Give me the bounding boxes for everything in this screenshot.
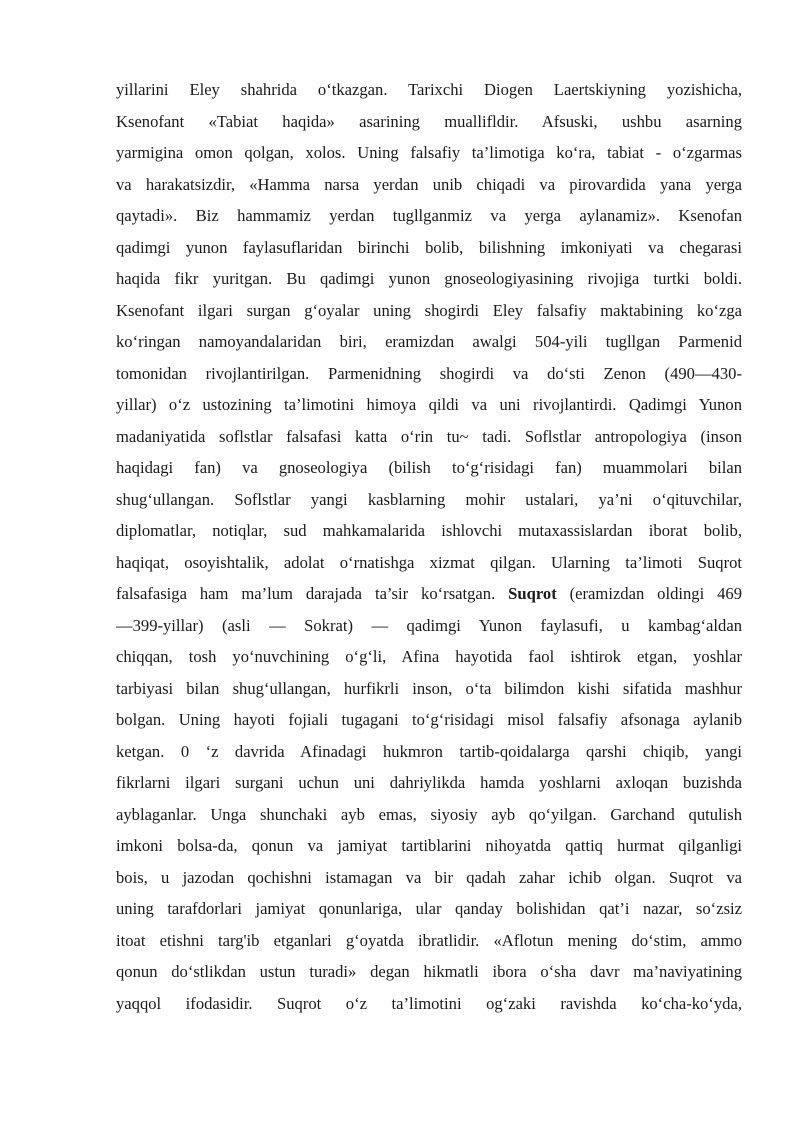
- text-line: Ksenofant «Tabiat haqida» asarining muallifldir. Afsuski, ushbu asarning: [116, 111, 742, 131]
- text-line: bolgan. Uning hayoti fojiali tugagani to‘g‘risidagi misol falsafiy afsonaga aylanib: [116, 710, 742, 729]
- text-line: yarmigina omon qolgan, xolos. Uning falsafiy ta’limotiga ko‘ra, tabiat - o‘zgarmas: [116, 143, 742, 162]
- text-line: yillar) o‘z ustozining ta’limotini himoya qildi va uni rivojlantirdi. Qadimgi Yunon: [116, 395, 742, 414]
- text-line: yillarini Eley shahrida o‘tkazgan. Tarixchi Diogen Laertskiyning yozishicha,: [116, 80, 742, 99]
- text-line: yaqqol ifodasidir. Suqrot o‘z ta’limotini og‘zaki ravishda ko‘cha-ko‘yda,: [116, 993, 742, 1013]
- text-line: Ksenofant ilgari surgan g‘oyalar uning shogirdi Eley falsafiy maktabining ko‘zga: [116, 300, 742, 320]
- text-line: qaytadi». Biz hammamiz yerdan tugllganmiz va yerga aylanamiz». Ksenofan: [116, 206, 742, 225]
- text-line: ketgan. 0 ‘z davrida Afinadagi hukmron tartib-qoidalarga qarshi chiqib, yangi: [116, 741, 742, 761]
- text-line: ko‘ringan namoyandalaridan biri, eramizdan awalgi 504-yili tugllgan Parmenid: [116, 332, 742, 351]
- text-line: fikrlarni ilgari surgani uchun uni dahriylikda hamda yoshlarni axloqan buzishda: [116, 773, 742, 792]
- text-line-suqrot: [116, 578, 742, 610]
- text-line: qadimgi yunon faylasuflaridan birinchi bolib, bilishning imkoniyati va chegarasi: [116, 237, 742, 257]
- text-line: haqidagi fan) va gnoseologiya (bilish to‘g‘risidagi fan) muammolari bilan: [116, 458, 742, 477]
- text-line: shug‘ullangan. Soflstlar yangi kasblarning mohir ustalari, ya’ni o‘qituvchilar,: [116, 489, 742, 509]
- text-line: va harakatsizdir, «Hamma narsa yerdan unib chiqadi va pirovardida yana yerga: [116, 174, 742, 194]
- text-line: uning tarafdorlari jamiyat qonunlariga, ular qanday bolishidan qat’i nazar, so‘zsiz: [116, 899, 742, 918]
- text-segment: (eramizdan oldingi 469: [556, 584, 742, 603]
- text-line: tomonidan rivojlantirilgan. Parmenidning shogirdi va do‘sti Zenon (490—430-: [116, 363, 742, 383]
- text-segment: falsafasiga ham ma’lum darajada ta’sir ko‘rsatgan.: [116, 584, 509, 603]
- term-suqrot: Suqrot: [508, 584, 557, 603]
- text-line: madaniyatida soflstlar falsafasi katta o‘rin tu~ tadi. Soflstlar antropologiya (inson: [116, 426, 742, 446]
- text-line: haqiqat, osoyishtalik, adolat o‘rnatishga xizmat qilgan. Ularning ta’limoti Suqrot: [116, 552, 742, 572]
- text-line: —399-yillar) (asli — Sokrat) — qadimgi Yunon faylasufi, u kambag‘aldan: [116, 615, 742, 635]
- body-text: [116, 74, 742, 1019]
- text-line: imkoni bolsa-da, qonun va jamiyat tartiblarini nihoyatda qattiq hurmat qilganligi: [116, 836, 742, 855]
- text-line: tarbiyasi bilan shug‘ullangan, hurfikrli inson, o‘ta bilimdon kishi sifatida mashhur: [116, 678, 742, 698]
- text-line: haqida fikr yuritgan. Bu qadimgi yunon gnoseologiyasining rivojiga turtki boldi.: [116, 269, 742, 288]
- text-line: chiqqan, tosh yo‘nuvchining o‘g‘li, Afina hayotida faol ishtirok etgan, yoshlar: [116, 647, 742, 666]
- text-line: qonun do‘stlikdan ustun turadi» degan hikmatli ibora o‘sha davr ma’naviyatining: [116, 962, 742, 981]
- text-line: ayblaganlar. Unga shunchaki ayb emas, siyosiy ayb qo‘yilgan. Garchand qutulish: [116, 804, 742, 824]
- text-line: bois, u jazodan qochishni istamagan va bir qadah zahar ichib olgan. Suqrot va: [116, 867, 742, 887]
- text-line: diplomatlar, notiqlar, sud mahkamalarida ishlovchi mutaxassislardan iborat bolib,: [116, 521, 742, 540]
- text-line: itoat etishni targ'ib etganlari g‘oyatda ibratlidir. «Aflotun mening do‘stim, ammo: [116, 930, 742, 950]
